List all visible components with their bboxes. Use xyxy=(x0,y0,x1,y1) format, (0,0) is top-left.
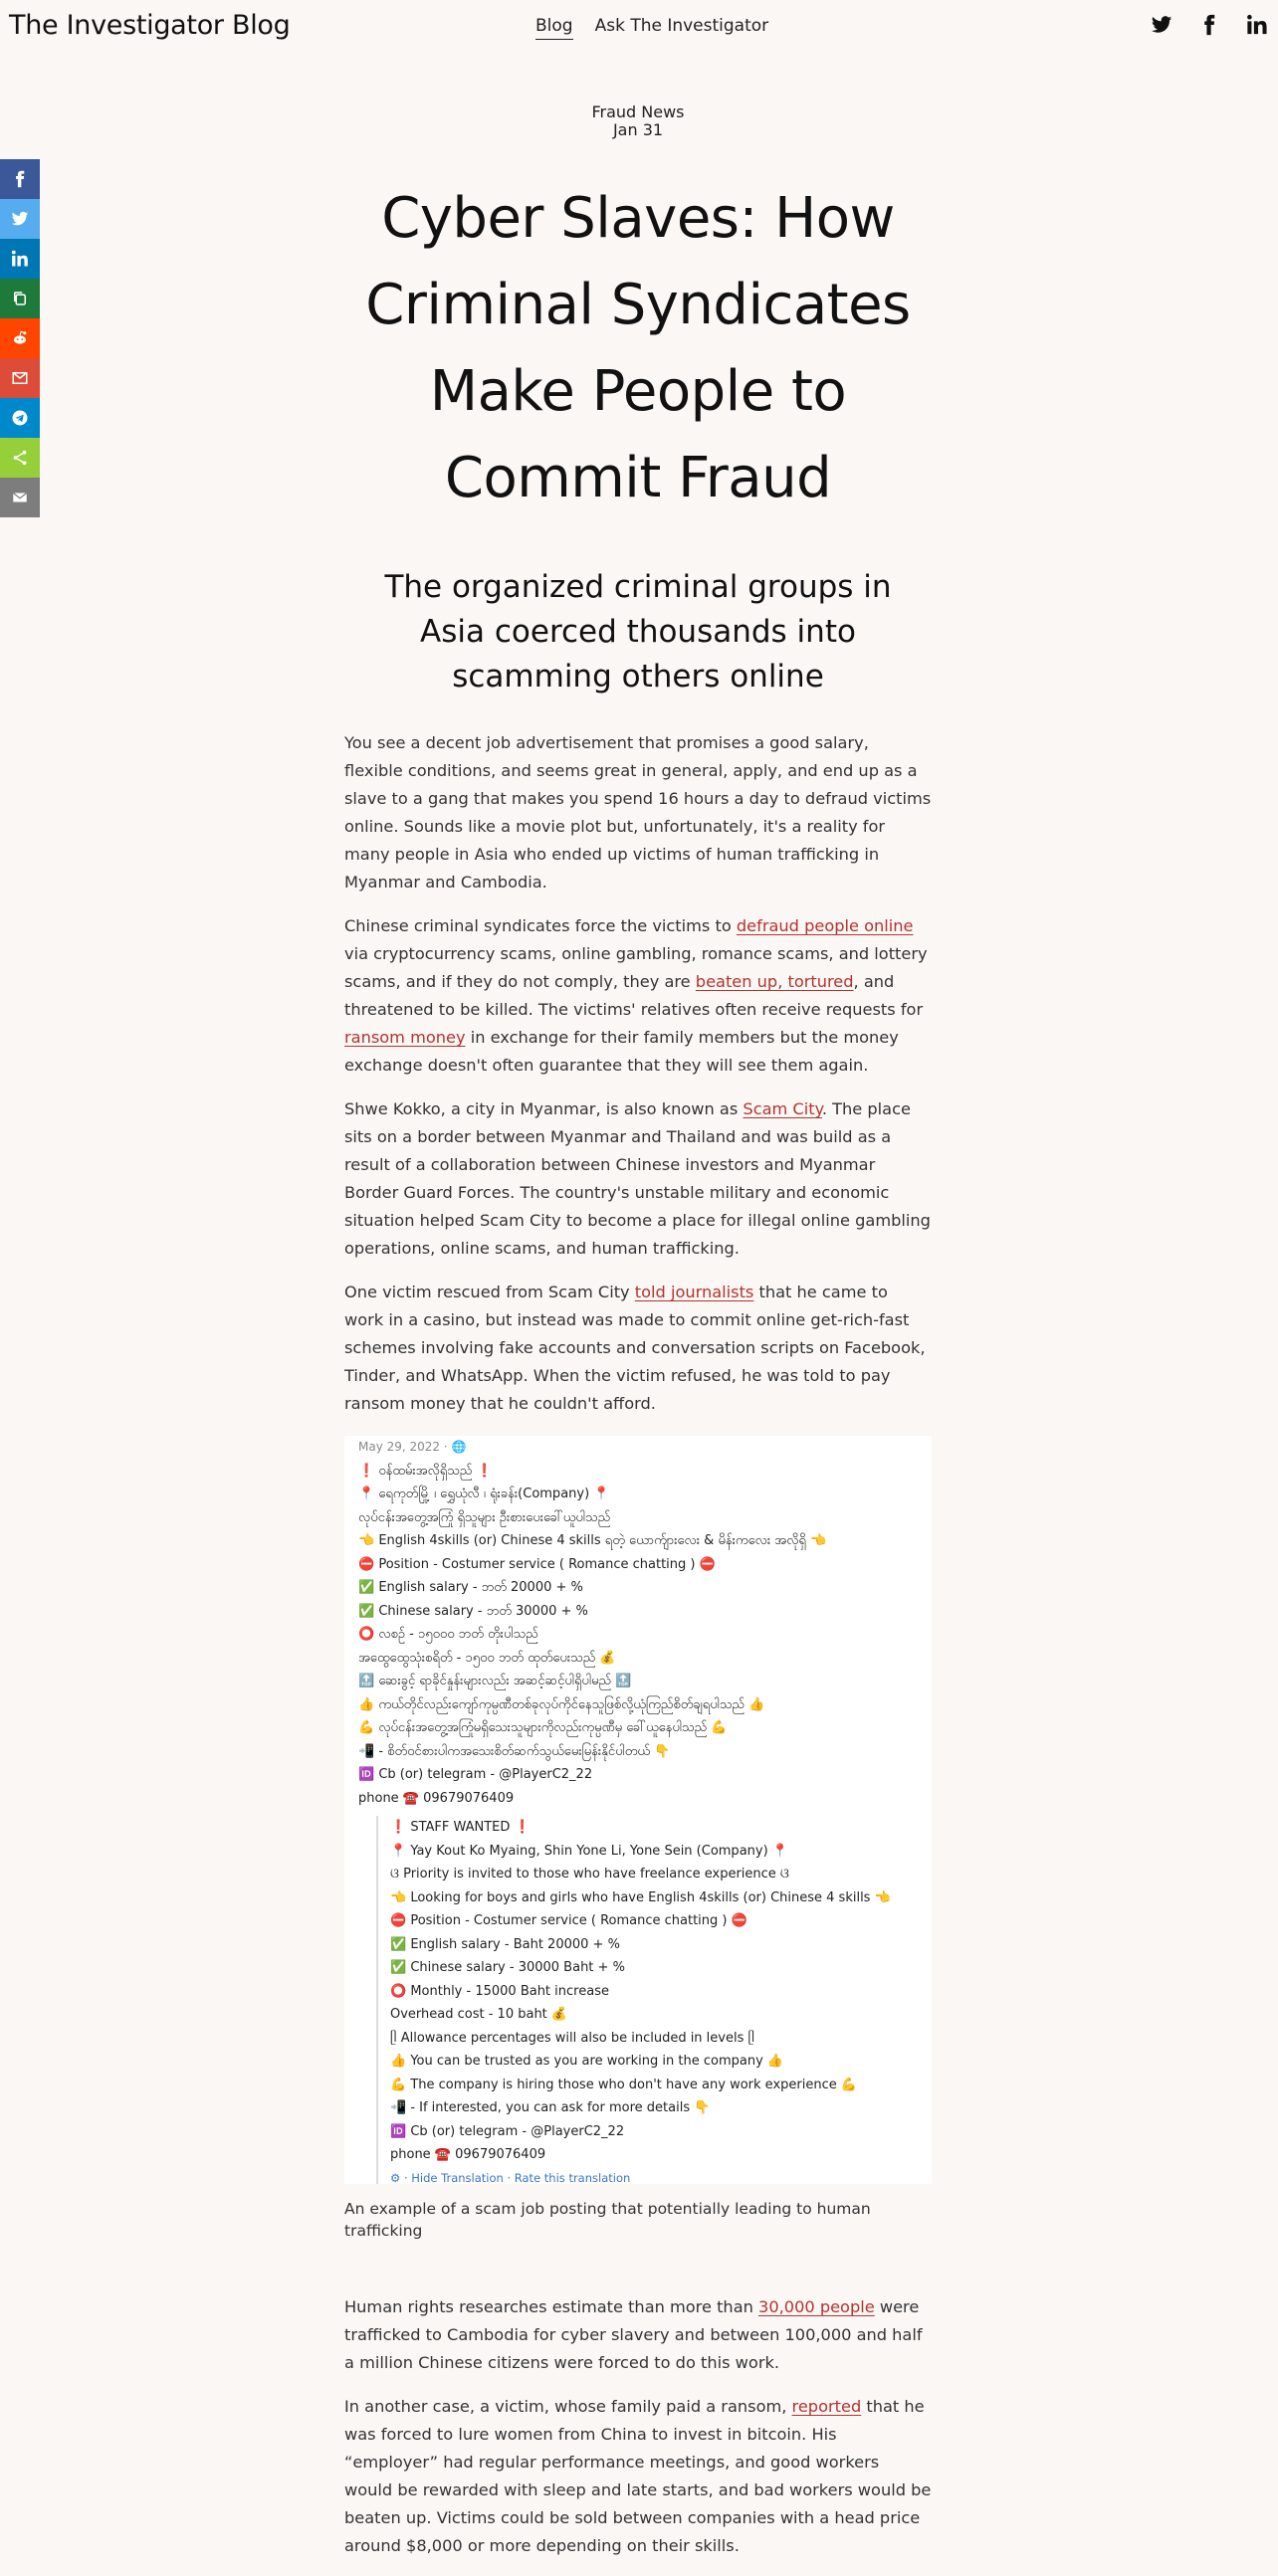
link-scam-city[interactable]: Scam City xyxy=(743,1099,822,1118)
post-line: 👈 English 4skills (or) Chinese 4 skills ရတဲ့ ယောက်ျားလေး & မိန်းကလေး အလိုရှိ 👈 xyxy=(358,1533,827,1548)
linkedin-icon[interactable] xyxy=(1246,14,1268,36)
post-line: 👍 You can be trusted as you are working in the company 👍 xyxy=(390,2054,784,2069)
twitter-icon[interactable] xyxy=(1151,14,1172,36)
paragraph-text: . The place sits on a border between Myanmar and Thailand and was build as a result of a collaboration between Chinese investors and Myanmar Border Guard Forces. The country's unstable military and economic situation helped Scam City to become a place for illegal online gambling operations, online scams, and human trafficking. xyxy=(344,1099,931,1258)
article xyxy=(344,99,932,2576)
share-gmail-button[interactable] xyxy=(0,358,40,398)
post-translation xyxy=(376,1816,916,2184)
post-line: ✅ Chinese salary - 30000 Baht + % xyxy=(390,1960,625,1975)
site-title-link[interactable]: The Investigator Blog xyxy=(9,10,291,41)
share-rail xyxy=(0,159,40,517)
share-generic-button[interactable] xyxy=(0,438,40,478)
article-body xyxy=(344,729,932,2560)
paragraph-text: in exchange for their family members but the money exchange doesn't often guarantee that they will see them again. xyxy=(344,1028,899,1075)
reddit-icon xyxy=(11,329,29,347)
paragraph-text: Chinese criminal syndicates force the victims to xyxy=(344,916,737,935)
post-line: ⭕ Monthly - 15000 Baht increase xyxy=(390,1983,609,1999)
copy-icon xyxy=(11,290,29,307)
post-line: 📲 - If interested, you can ask for more details 👇 xyxy=(390,2100,711,2115)
paragraph-ransom-case xyxy=(344,2393,932,2560)
post-line: 🔝 ဆေးခွင့် ရာခိုင်နှုန်းများလည်း အဆင့်ဆင့်ပါရှိပါမည် 🔝 xyxy=(358,1674,632,1688)
post-line: phone ☎️ 09679076409 xyxy=(390,2147,546,2162)
post-line: အထွေထွေသုံးစရိတ် - ၁၅၀၀ ဘတ် ထုတ်ပေးသည် 💰 xyxy=(358,1650,616,1666)
post-line: 👈 Looking for boys and girls who have English 4skills (or) Chinese 4 skills 👈 xyxy=(390,1889,891,1905)
post-line: Overhead cost - 10 baht 💰 xyxy=(390,2007,568,2022)
paragraph-text: that he was forced to lure women from China to invest in bitcoin. His “employer” had regular performance meetings, and good workers would be rewarded with sleep and late starts, and bad workers would be beaten up. Victims could be sold between companies with a head price around $8,000 or more depending on their skills. xyxy=(344,2397,932,2555)
article-meta xyxy=(344,103,932,139)
nav-ask-the-investigator[interactable]: Ask The Investigator xyxy=(594,16,769,36)
post-line: 💪 လုပ်ငန်းအတွေ့အကြုံမရှိသေးသူများကိုလည်းကုမ္ပဏီမှ ခေါ်ယူနေပါသည် 💪 xyxy=(358,1720,728,1735)
paragraph-text: were trafficked to Cambodia for cyber slavery and between 100,000 and half a million Chinese citizens were forced to do this work. xyxy=(344,2297,923,2372)
link-told-journalists[interactable]: told journalists xyxy=(634,1283,754,1301)
article-body-continued xyxy=(344,2293,932,2560)
linkedin-icon xyxy=(11,250,29,268)
facebook-icon xyxy=(11,170,29,188)
post-line: ❗ ဝန်ထမ်းအလိုရှိသည် ❗ xyxy=(358,1463,493,1479)
post-line: 💪 The company is hiring those who don't have any work experience 💪 xyxy=(390,2077,858,2092)
post-date: May 29, 2022 · 🌐 xyxy=(358,1440,467,1454)
link-defraud-people-online[interactable]: defraud people online xyxy=(736,916,914,935)
share-telegram-button[interactable] xyxy=(0,398,40,438)
post-line: 📲 - စိတ်ဝင်စားပါကအသေးစိတ်ဆက်သွယ်မေးမြန်းနိုင်ပါတယ် 👇 xyxy=(358,1743,671,1759)
social-post-screenshot xyxy=(358,1436,916,2184)
post-line: လုပ်ငန်းအတွေ့အကြုံ ရှိသူများ ဦးစားပေးခေါ်ယူပါသည် xyxy=(358,1509,611,1525)
article-date: Jan 31 xyxy=(612,120,664,139)
link-30000-people[interactable]: 30,000 people xyxy=(758,2297,875,2316)
link-reported[interactable]: reported xyxy=(791,2397,862,2416)
post-line: ❗ STAFF WANTED ❗ xyxy=(390,1820,531,1835)
share-email-button[interactable] xyxy=(0,478,40,517)
paragraph-text: Human rights researches estimate than more than xyxy=(344,2297,759,2316)
article-subtitle: The organized criminal groups in Asia coerced thousands into scamming others online xyxy=(384,569,892,694)
post-line: 📍 ရေကုတ်မြို့ ၊ ရွှေယုံလီ ၊ ရုံးခန်း(Company) 📍 xyxy=(358,1486,610,1501)
header-social-links xyxy=(1151,14,1268,36)
post-line: ⛔ Position - Costumer service ( Romance chatting ) ⛔ xyxy=(390,1913,747,1928)
share-twitter-button[interactable] xyxy=(0,199,40,239)
share-linkedin-button[interactable] xyxy=(0,239,40,279)
telegram-icon xyxy=(11,409,29,427)
post-line: phone ☎️ 09679076409 xyxy=(358,1790,515,1806)
article-title: Cyber Slaves: How Criminal Syndicates Make People to Commit Fraud xyxy=(365,186,911,510)
paragraph-intro: You see a decent job advertisement that promises a good salary, flexible conditions, and seems great in general, apply, and end up as a slave to a gang that makes you spend 16 hours a day to defraud victims online. Sounds like a movie plot but, unfortunately, it's a reality for many people in Asia who ended up victims of human trafficking in Myanmar and Cambodia. xyxy=(344,733,932,892)
site-header xyxy=(0,0,1278,56)
post-line: ⭕ လစဉ် - ၁၅၀၀၀ ဘတ် တိုးပါသည် xyxy=(358,1627,538,1642)
paragraph-text: In another case, a victim, whose family paid a ransom, xyxy=(344,2397,792,2416)
main-nav xyxy=(535,16,768,40)
share-icon xyxy=(11,449,29,467)
post-line: 🆔 Cb (or) telegram - @PlayerC2_22 xyxy=(390,2123,625,2139)
post-line: 📍 Yay Kout Ko Myaing, Shin Yone Li, Yone Sein (Company) 📍 xyxy=(390,1843,788,1859)
twitter-icon xyxy=(11,210,29,228)
paragraph-text: via cryptocurrency scams, online gambling, romance scams, and lottery scams, and if they do not comply, they are xyxy=(344,944,928,991)
post-line: ✅ English salary - Baht 20000 + % xyxy=(390,1936,620,1952)
post-translation-links: ⚙ · Hide Translation · Rate this translation xyxy=(390,2170,631,2184)
paragraph-text: One victim rescued from Scam City xyxy=(344,1283,635,1301)
paragraph-text: Shwe Kokko, a city in Myanmar, is also known as xyxy=(344,1099,744,1118)
scam-job-posting-image xyxy=(344,1436,932,2184)
post-line: 👍 ကယ်တိုင်လည်းကျော်ကုမ္ပဏီတစ်ခုလုပ်ကိုင်နေသူဖြစ်လို့ယုံကြည်စိတ်ချရပါသည် 👍 xyxy=(358,1696,765,1712)
post-burmese-text xyxy=(358,1460,916,1811)
post-line: ᥫ Allowance percentages will also be included in levels ᥫ xyxy=(390,2030,755,2046)
post-line: ⛔ Position - Costumer service ( Romance chatting ) ⛔ xyxy=(358,1556,716,1572)
link-ransom-money[interactable]: ransom money xyxy=(344,1028,466,1047)
nav-blog[interactable]: Blog xyxy=(535,16,573,40)
link-beaten-up-tortured[interactable]: beaten up, tortured xyxy=(695,972,854,991)
gmail-icon xyxy=(11,369,29,387)
paragraph-syndicates xyxy=(344,912,932,1080)
post-line: ✅ Chinese salary - ဘတ် 30000 + % xyxy=(358,1603,588,1619)
post-line: 🆔 Cb (or) telegram - @PlayerC2_22 xyxy=(358,1767,593,1782)
paragraph-victim-rescued xyxy=(344,1279,932,1418)
article-category-link[interactable]: Fraud News xyxy=(591,102,685,121)
share-reddit-button[interactable] xyxy=(0,318,40,358)
paragraph-text: , and threatened to be killed. The victims' relatives often receive requests for xyxy=(344,972,924,1019)
paragraph-shwe-kokko xyxy=(344,1095,932,1263)
post-line: ✅ English salary - ဘတ် 20000 + % xyxy=(358,1580,583,1595)
facebook-icon[interactable] xyxy=(1198,14,1220,36)
image-caption: An example of a scam job posting that potentially leading to human trafficking xyxy=(344,2200,871,2240)
share-copy-button[interactable] xyxy=(0,279,40,318)
paragraph-researchers xyxy=(344,2293,932,2377)
post-line: ଓ Priority is invited to those who have freelance experience ଓ xyxy=(390,1867,789,1882)
share-facebook-button[interactable] xyxy=(0,159,40,199)
email-icon xyxy=(11,489,29,506)
paragraph-text: that he came to work in a casino, but instead was made to commit online get-rich-fast schemes involving fake accounts and conversation scripts on Facebook, Tinder, and WhatsApp. When the victim refused, he was told to pay ransom money that he couldn't afford. xyxy=(344,1283,926,1413)
